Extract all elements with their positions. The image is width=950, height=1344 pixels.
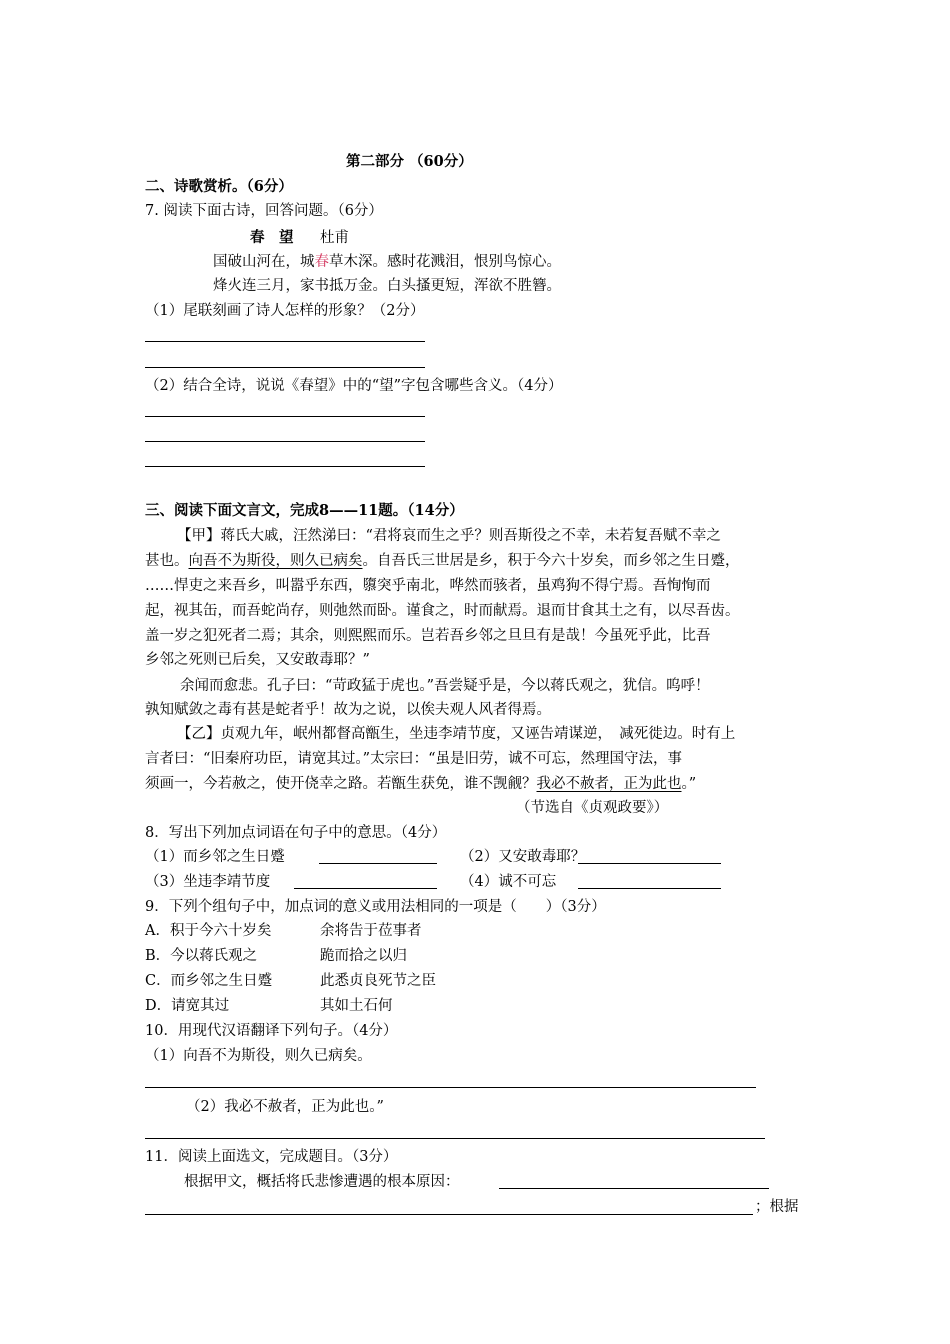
option-c-right: 此悉贞良死节之臣	[320, 973, 436, 989]
question-7-2: （2）结合全诗，说说《春望》中的“望”字包含哪些含义。（4分）	[145, 378, 563, 394]
question-8-item-1: （1）而乡邻之生日蹙	[145, 849, 285, 865]
question-11: 11．阅读上面选文，完成题目。（3分）	[145, 1149, 398, 1165]
answer-line[interactable]	[578, 863, 721, 864]
underlined-sentence: 我必不赦者，正为此也	[536, 776, 682, 792]
answer-line[interactable]	[145, 341, 425, 342]
question-8-item-4: （4）诚不可忘	[460, 874, 557, 890]
poem-line-2: 烽火连三月，家书抵万金。白头搔更短，浑欲不胜簪。	[213, 278, 561, 294]
question-8-item-3: （3）坐违李靖节度	[145, 874, 271, 890]
passage-jia-line: 余闻而愈悲。孔子曰：“苛政猛于虎也。”吾尝疑乎是，今以蒋氏观之，犹信。呜呼！	[180, 678, 710, 694]
question-10-item-1: （1）向吾不为斯役，则久已病矣。	[145, 1048, 372, 1064]
underlined-sentence: 向吾不为斯役，则久已病矣	[188, 553, 363, 569]
answer-line[interactable]	[145, 367, 425, 368]
section3-heading: 三、阅读下面文言文，完成8——11题。（14分）	[145, 502, 464, 519]
answer-line[interactable]	[319, 863, 437, 864]
passage-jia-line: 甚也。向吾不为斯役，则久已病矣。自吾氏三世居是乡，积于今六十岁矣，而乡邻之生日蹙，	[145, 553, 740, 569]
option-d-right: 其如土石何	[320, 998, 393, 1014]
poem-title: 春 望	[250, 229, 294, 246]
answer-line[interactable]	[499, 1188, 769, 1189]
question-7-1: （1）尾联刻画了诗人怎样的形象？（2分）	[145, 303, 425, 319]
passage-source: （节选自《贞观政要》）	[516, 800, 669, 816]
question-11-prompt: 根据甲文，概括将氏悲惨遭遇的根本原因：	[184, 1174, 460, 1190]
passage-jia-line: 【甲】蒋氏大戚，汪然涕曰：“君将哀而生之乎？则吾斯役之不幸，未若复吾赋不幸之	[177, 528, 721, 544]
option-c-left: C．而乡邻之生日蹙	[145, 973, 273, 989]
answer-line[interactable]	[145, 1214, 753, 1215]
option-d-left: D．请宽其过	[145, 998, 230, 1014]
question-11-continue: ；根据	[755, 1199, 799, 1215]
answer-line[interactable]	[145, 1087, 756, 1088]
option-b-right: 跪而拾之以归	[320, 948, 407, 964]
option-a-left: A．积于今六十岁矣	[145, 923, 272, 939]
answer-line[interactable]	[145, 441, 425, 442]
passage-yi-line: 言者曰：“旧秦府功臣，请宽其过。”太宗曰：“虽是旧劳，诚不可忘，然理国守法，事	[145, 751, 682, 767]
passage-jia-line: 盖一岁之犯死者二焉；其余，则熙熙而乐。岂若吾乡邻之旦旦有是哉！今虽死乎此，比吾	[145, 628, 711, 644]
answer-line[interactable]	[294, 888, 437, 889]
passage-jia-line: ……悍吏之来吾乡，叫嚣乎东西，隳突乎南北，哗然而骇者，虽鸡狗不得宁焉。吾恂恂而	[145, 578, 711, 594]
question-10: 10．用现代汉语翻译下列句子。（4分）	[145, 1023, 398, 1039]
question-10-item-2: （2）我必不赦者，正为此也。”	[186, 1099, 384, 1115]
passage-jia-line: 孰知赋敛之毒有甚是蛇者乎！故为之说，以俟夫观人风者得焉。	[145, 702, 551, 718]
passage-jia-line: 起，视其缶，而吾蛇尚存，则弛然而卧。谨食之，时而献焉。退而甘食其土之有，以尽吾齿。	[145, 603, 740, 619]
poem-line-1: 国破山河在，城春草木深。感时花溅泪，恨别鸟惊心。	[213, 254, 561, 270]
answer-line[interactable]	[145, 416, 425, 417]
passage-jia-line: 乡邻之死则已后矣，又安敢毒耶？”	[145, 652, 370, 668]
poem-author: 杜甫	[320, 230, 349, 246]
answer-line[interactable]	[145, 1138, 765, 1139]
part-title: 第二部分 （60分）	[346, 153, 473, 170]
question-7: 7. 阅读下面古诗，回答问题。（6分）	[145, 203, 383, 219]
answer-line[interactable]	[145, 466, 425, 467]
passage-yi-line: 须画一，今若赦之，使开侥幸之路。若甑生获免，谁不觊觎？我必不赦者，正为此也。”	[145, 776, 697, 792]
option-b-left: B．今以蒋氏观之	[145, 948, 258, 964]
answer-line[interactable]	[578, 888, 721, 889]
passage-yi-line: 【乙】贞观九年，岷州都督高甑生，坐违李靖节度，又诬告靖谋逆， 减死徙边。时有上	[177, 726, 736, 742]
question-9: 9．下列个组句子中，加点词的意义或用法相同的一项是（ ）（3分）	[145, 899, 606, 915]
option-a-right: 余将告于莅事者	[320, 923, 422, 939]
question-8: 8．写出下列加点词语在句子中的意思。（4分）	[145, 825, 447, 841]
question-8-item-2: （2）又安敢毒耶？	[460, 849, 586, 865]
section2-heading: 二、诗歌赏析。（6分）	[145, 178, 293, 195]
